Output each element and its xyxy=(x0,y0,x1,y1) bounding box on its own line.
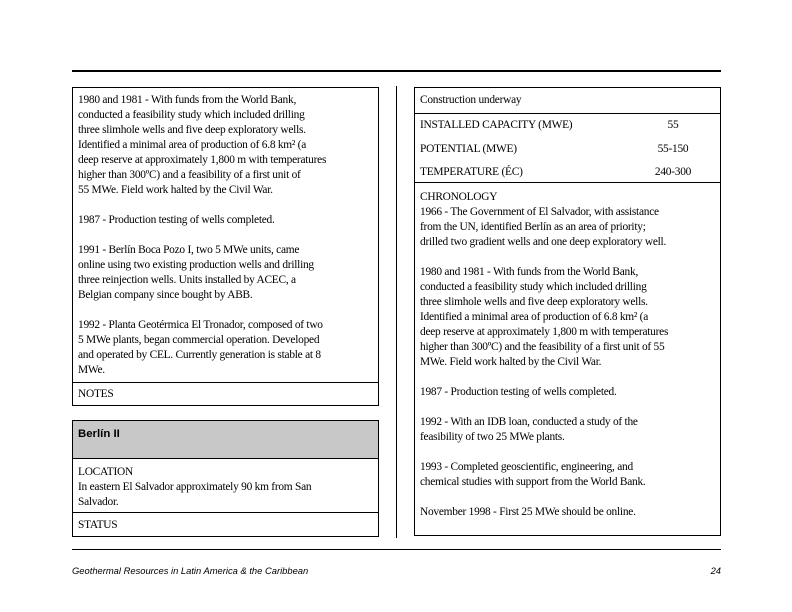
left-chronology-paragraph: 1992 - Planta Geotérmica El Tronador, composed of two 5 MWe plants, began commercial operation. Developed and operated by CEL. Currently generation is stable at 8 MWe. xyxy=(78,319,323,376)
site-title-box xyxy=(72,420,379,459)
location-label: LOCATION xyxy=(78,466,133,478)
location-text: In eastern El Salvador approximately 90 km from San Salvador. xyxy=(78,481,312,508)
page-number: 24 xyxy=(710,565,721,576)
top-rule xyxy=(72,70,721,72)
stat-value-temperature: 240-300 xyxy=(654,166,692,178)
location-box xyxy=(72,458,379,513)
column-divider xyxy=(396,86,397,538)
notes-box xyxy=(72,382,379,406)
footer-title: Geothermal Resources in Latin America & the Caribbean xyxy=(72,565,309,576)
left-chronology-paragraph: 1980 and 1981 - With funds from the World Bank, conducted a feasibility study which included drilling three slimhole wells and five deep exploratory wells. Identified a minimal area of production of 6.8 km² (a deep reserve at approximately 1,800 m with temperatures higher than 300ºC) and a feasibility of a first unit of 55 MWe. Field work halted by the Civil War. xyxy=(78,94,327,196)
notes-label: NOTES xyxy=(78,388,114,400)
right-chronology-paragraph: November 1998 - First 25 MWe should be online. xyxy=(420,506,636,518)
stat-label-potential: POTENTIAL (MWE) xyxy=(420,143,517,155)
bottom-rule xyxy=(72,549,721,550)
left-chronology-box xyxy=(72,87,379,383)
site-title: Berlín II xyxy=(78,428,120,440)
status-label: STATUS xyxy=(78,519,118,531)
stat-label-installed-capacity: INSTALLED CAPACITY (MWE) xyxy=(420,119,573,131)
right-info-box xyxy=(414,87,721,536)
stat-value-potential: 55-150 xyxy=(657,143,689,155)
right-chronology-paragraph: 1980 and 1981 - With funds from the World Bank, conducted a feasibility study which included drilling three slimhole wells and five deep exploratory wells. Identified a minimal area of production of 6.8 km² (a deep reserve at approximately 1,800 m with temperatures higher than 300ºC) and the feasibility of a first unit of 55 MWe. Field work halted by the Civil War. xyxy=(420,266,669,368)
right-chronology-paragraph: 1993 - Completed geoscientific, engineering, and chemical studies with support from the World Bank. xyxy=(420,461,646,488)
right-chronology-paragraph: 1966 - The Government of El Salvador, with assistance from the UN, identified Berlín as an area of priority; drilled two gradient wells and one deep exploratory well. xyxy=(420,206,667,248)
left-chronology-paragraph: 1987 - Production testing of wells completed. xyxy=(78,214,275,226)
stat-label-temperature: TEMPERATURE (ÉC) xyxy=(420,166,523,178)
divider xyxy=(415,182,720,183)
stat-value-installed-capacity: 55 xyxy=(667,119,679,131)
left-chronology-paragraph: 1991 - Berlín Boca Pozo I, two 5 MWe units, came online using two existing production wells and drilling three reinjection wells. Units installed by ACEC, a Belgian company since bought by ABB. xyxy=(78,244,314,301)
divider xyxy=(415,113,720,114)
status-box xyxy=(72,512,379,537)
status-value: Construction underway xyxy=(420,94,522,106)
right-chronology-paragraph: 1987 - Production testing of wells completed. xyxy=(420,386,617,398)
chronology-label: CHRONOLOGY xyxy=(420,191,498,203)
right-chronology-paragraph: 1992 - With an IDB loan, conducted a study of the feasibility of two 25 MWe plants. xyxy=(420,416,638,443)
